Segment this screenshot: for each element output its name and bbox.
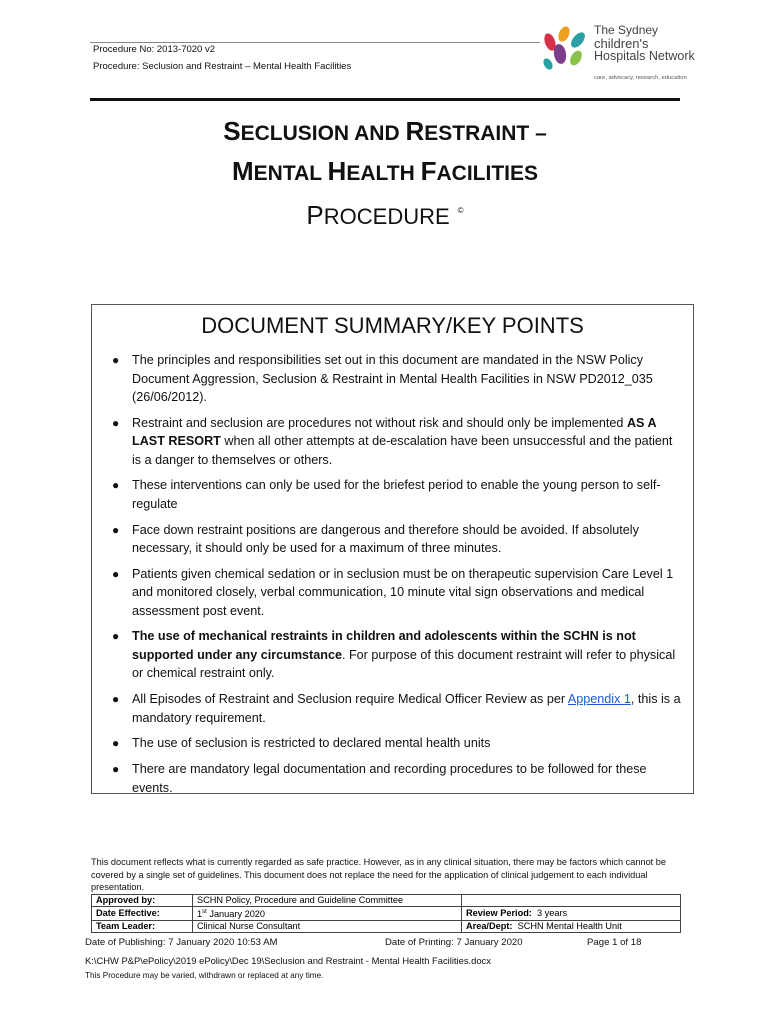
procedure-number: Procedure No: 2013-7020 v2 [93, 44, 215, 55]
logo-line-3: Hospitals Network [594, 49, 695, 63]
copyright-mark: © [457, 206, 464, 215]
file-path: K:\CHW P&P\ePolicy\2019 ePolicy\Dec 19\Seclusion and Restraint - Mental Health Facilities.docx [85, 955, 491, 966]
table-row [92, 907, 681, 921]
document-title-line-2: MENTAL HEALTH FACILITIES [231, 156, 539, 186]
document-info-table [91, 894, 681, 933]
list-item: ● These interventions can only be used for the briefest period to enable the young person to self-regulate [112, 478, 661, 511]
logo-line-1: The Sydney [594, 23, 659, 37]
bullet-icon: ● [112, 478, 120, 493]
list-item: ● The use of mechanical restraints in children and adolescents within the SCHN is not supported under any circumstance. For purpose of this document restraint will refer to physical or chemical restraint only. [112, 629, 676, 681]
review-period: Review Period: 3 years [462, 907, 681, 921]
effective-value: 1st January 2020 [193, 907, 462, 921]
approved-label: Approved by: [92, 895, 193, 907]
bullet-icon: ● [112, 566, 120, 581]
leader-value: Clinical Nurse Consultant [193, 921, 462, 933]
bullet-icon: ● [112, 353, 120, 367]
disclaimer: This document reflects what is currently regarded as safe practice. However, as in any clinical situation, there may be factors which cannot be covered by a single set of guidelines. This document does not replace the need for the application of clinical judgement to each individual presentation. [91, 857, 667, 892]
list-item: ● The principles and responsibilities set out in this document are mandated in the NSW Policy Document Aggression, Seclusion & Restraint in Mental Health Facilities in NSW PD2012_035 (26/06/2012). [112, 353, 653, 404]
key-points-list [92, 351, 693, 804]
effective-label: Date Effective: [92, 907, 193, 921]
date-of-publishing: Date of Publishing: 7 January 2020 10:53 AM [85, 937, 278, 948]
page-number: Page 1 of 18 [587, 937, 642, 948]
bullet-icon: ● [112, 692, 120, 707]
summary-heading: DOCUMENT SUMMARY/KEY POINTS [201, 313, 584, 338]
bullet-icon: ● [112, 762, 120, 776]
bullet-icon: ● [112, 522, 120, 537]
list-item: ● Patients given chemical sedation or in seclusion must be on therapeutic supervision Care Level 1 and monitored closely, verbal communication, 10 minute vital sign observations and medical assessment post event. [112, 566, 674, 618]
header-bottom-rule [90, 98, 680, 101]
table-row [92, 921, 681, 933]
variation-note: This Procedure may be varied, withdrawn or replaced at any time. [85, 971, 324, 980]
header-top-rule [90, 42, 540, 43]
logo-leaves-icon [538, 24, 594, 74]
bullet-icon: ● [112, 415, 120, 430]
list-item: ● All Episodes of Restraint and Seclusion require Medical Officer Review as per Appendix 1, this is a mandatory requirement. [112, 692, 681, 725]
area-dept: Area/Dept: SCHN Mental Health Unit [462, 921, 681, 933]
schn-logo [538, 24, 708, 86]
approved-empty [462, 895, 681, 907]
approved-value: SCHN Policy, Procedure and Guideline Committee [193, 895, 462, 907]
leader-label: Team Leader: [92, 921, 193, 933]
bullet-icon: ● [112, 736, 120, 751]
summary-box [91, 304, 694, 794]
document-title-line-1: SECLUSION AND RESTRAINT – [223, 116, 547, 146]
bullet-icon: ● [112, 629, 120, 644]
logo-line-2: children's [594, 36, 649, 51]
list-item: ● There are mandatory legal documentation and recording procedures to be followed for these events. [112, 762, 647, 795]
document-type: PROCEDURE © [306, 200, 464, 230]
logo-tagline: care, advocacy, research, education [594, 75, 687, 81]
list-item: ● The use of seclusion is restricted to declared mental health units [92, 734, 693, 753]
list-item: ● Face down restraint positions are dangerous and therefore should be avoided. If absolutely necessary, it should only be used for a maximum of three minutes. [112, 522, 639, 556]
table-row [92, 895, 681, 907]
procedure-name: Procedure: Seclusion and Restraint – Mental Health Facilities [93, 61, 352, 72]
logo-wordmark [594, 24, 695, 63]
list-item: ● Restraint and seclusion are procedures not without risk and should only be implemented AS A LAST RESORT when all other attempts at de-escalation have been unsuccessful and the patient is a danger to themselves or others. [112, 415, 673, 467]
appendix-1-link[interactable]: Appendix 1 [567, 692, 631, 707]
date-of-printing: Date of Printing: 7 January 2020 [385, 937, 523, 948]
